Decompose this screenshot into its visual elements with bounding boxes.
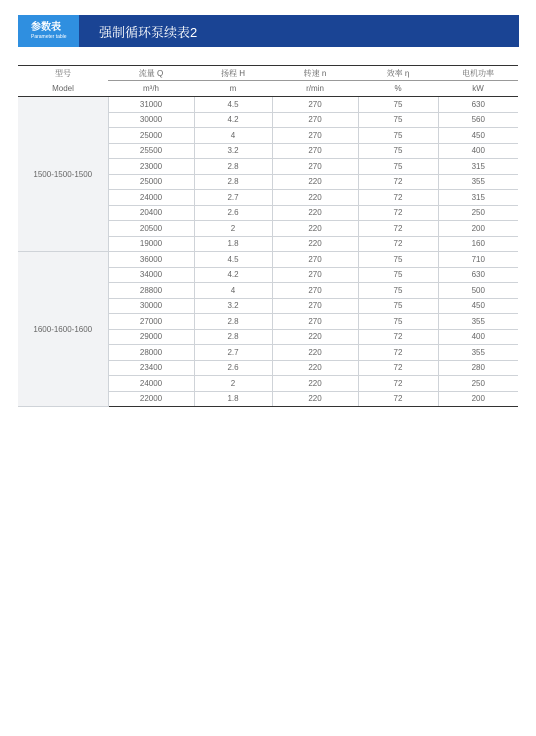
efficiency-cell: 75 [358,112,438,128]
efficiency-cell: 72 [358,391,438,407]
speed-cell: 270 [272,314,358,330]
efficiency-cell: 72 [358,360,438,376]
column-unit-efficiency: % [358,81,438,97]
header-row-units [18,81,518,97]
column-unit-power: kW [438,81,518,97]
flow-cell: 20400 [108,205,194,221]
page-header [18,15,519,47]
section-tag-label: 参数表 [31,21,61,33]
efficiency-cell: 75 [358,128,438,144]
efficiency-cell: 75 [358,159,438,175]
power-cell: 355 [438,314,518,330]
speed-cell: 220 [272,360,358,376]
head-cell: 2.8 [194,314,272,330]
flow-cell: 25500 [108,143,194,159]
power-cell: 450 [438,128,518,144]
section-tag-sublabel: Parameter table [31,33,67,40]
speed-cell: 220 [272,329,358,345]
column-unit-model: Model [18,81,108,97]
speed-cell: 270 [272,252,358,268]
table-body [18,97,518,407]
column-header-head: 扬程 H [194,66,272,81]
speed-cell: 220 [272,345,358,361]
speed-cell: 220 [272,376,358,392]
column-header-speed: 转速 n [272,66,358,81]
efficiency-cell: 75 [358,314,438,330]
head-cell: 1.8 [194,236,272,252]
speed-cell: 220 [272,205,358,221]
speed-cell: 270 [272,298,358,314]
flow-cell: 22000 [108,391,194,407]
flow-cell: 19000 [108,236,194,252]
power-cell: 280 [438,360,518,376]
power-cell: 400 [438,143,518,159]
head-cell: 4.5 [194,97,272,113]
efficiency-cell: 72 [358,236,438,252]
head-cell: 2.7 [194,190,272,206]
column-unit-head: m [194,81,272,97]
flow-cell: 24000 [108,190,194,206]
efficiency-cell: 72 [358,174,438,190]
head-cell: 2 [194,221,272,237]
column-header-power: 电机功率 [438,66,518,81]
efficiency-cell: 75 [358,97,438,113]
power-cell: 160 [438,236,518,252]
efficiency-cell: 75 [358,143,438,159]
header-row-cn [18,66,518,81]
power-cell: 250 [438,376,518,392]
head-cell: 4 [194,283,272,299]
flow-cell: 20500 [108,221,194,237]
flow-cell: 25000 [108,174,194,190]
power-cell: 355 [438,345,518,361]
head-cell: 2.8 [194,329,272,345]
model-cell: 1500-1500-1500 [18,97,108,252]
flow-cell: 30000 [108,298,194,314]
column-header-model: 型号 [18,66,108,81]
power-cell: 500 [438,283,518,299]
speed-cell: 220 [272,236,358,252]
head-cell: 4 [194,128,272,144]
flow-cell: 34000 [108,267,194,283]
power-cell: 450 [438,298,518,314]
flow-cell: 30000 [108,112,194,128]
speed-cell: 220 [272,221,358,237]
page-title: 强制循环泵续表2 [99,24,198,40]
flow-cell: 23000 [108,159,194,175]
flow-cell: 36000 [108,252,194,268]
power-cell: 315 [438,190,518,206]
column-unit-speed: r/min [272,81,358,97]
efficiency-cell: 75 [358,267,438,283]
efficiency-cell: 75 [358,298,438,314]
flow-cell: 24000 [108,376,194,392]
efficiency-cell: 72 [358,345,438,361]
head-cell: 2.7 [194,345,272,361]
power-cell: 200 [438,391,518,407]
power-cell: 710 [438,252,518,268]
speed-cell: 270 [272,128,358,144]
head-cell: 2.8 [194,159,272,175]
power-cell: 400 [438,329,518,345]
power-cell: 315 [438,159,518,175]
flow-cell: 27000 [108,314,194,330]
flow-cell: 31000 [108,97,194,113]
head-cell: 2.6 [194,360,272,376]
head-cell: 2.8 [194,174,272,190]
efficiency-cell: 75 [358,283,438,299]
head-cell: 3.2 [194,143,272,159]
efficiency-cell: 75 [358,252,438,268]
speed-cell: 220 [272,391,358,407]
efficiency-cell: 72 [358,205,438,221]
flow-cell: 23400 [108,360,194,376]
speed-cell: 220 [272,190,358,206]
power-cell: 355 [438,174,518,190]
speed-cell: 270 [272,97,358,113]
parameter-table [18,65,518,407]
head-cell: 4.5 [194,252,272,268]
model-cell: 1600-1600-1600 [18,252,108,407]
head-cell: 4.2 [194,267,272,283]
speed-cell: 270 [272,143,358,159]
flow-cell: 25000 [108,128,194,144]
table-row [18,97,518,113]
section-tag [18,15,79,47]
speed-cell: 220 [272,174,358,190]
efficiency-cell: 72 [358,190,438,206]
head-cell: 3.2 [194,298,272,314]
table-row [18,252,518,268]
flow-cell: 28800 [108,283,194,299]
flow-cell: 28000 [108,345,194,361]
power-cell: 250 [438,205,518,221]
efficiency-cell: 72 [358,376,438,392]
speed-cell: 270 [272,283,358,299]
flow-cell: 29000 [108,329,194,345]
speed-cell: 270 [272,112,358,128]
column-header-efficiency: 效率 η [358,66,438,81]
speed-cell: 270 [272,159,358,175]
power-cell: 200 [438,221,518,237]
power-cell: 560 [438,112,518,128]
head-cell: 4.2 [194,112,272,128]
head-cell: 2 [194,376,272,392]
column-unit-flow: m³/h [108,81,194,97]
head-cell: 2.6 [194,205,272,221]
head-cell: 1.8 [194,391,272,407]
speed-cell: 270 [272,267,358,283]
column-header-flow: 流量 Q [108,66,194,81]
power-cell: 630 [438,97,518,113]
efficiency-cell: 72 [358,329,438,345]
efficiency-cell: 72 [358,221,438,237]
power-cell: 630 [438,267,518,283]
